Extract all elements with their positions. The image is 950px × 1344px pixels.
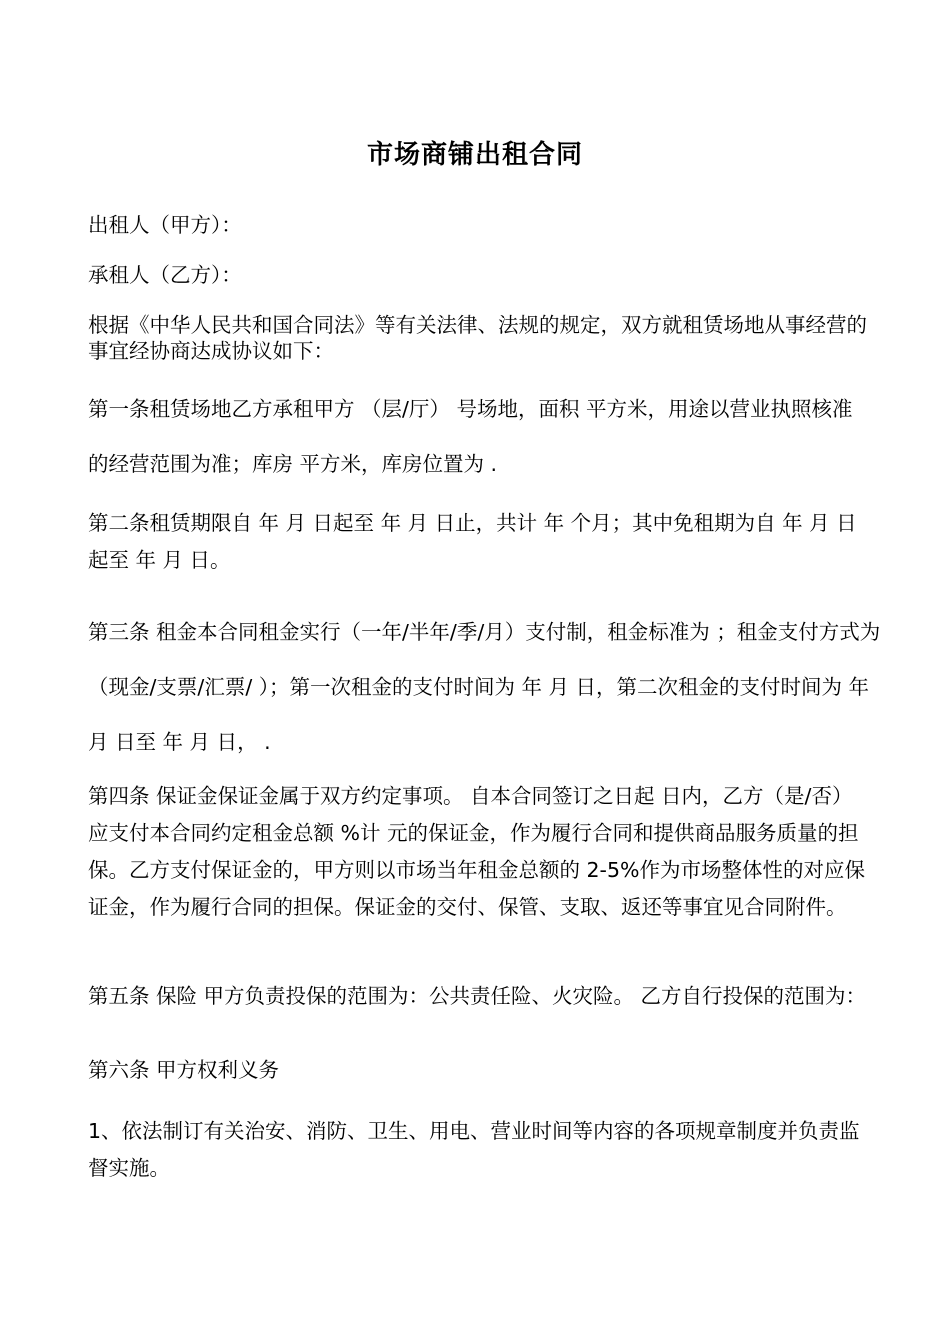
preamble-paragraph: 根据《中华人民共和国合同法》等有关法律、法规的规定，双方就租赁场地从事经营的事宜经协商达成协议如下： bbox=[88, 313, 867, 363]
article-2-paragraph: 第二条租赁期限自 年 月 日起至 年 月 日止，共计 年 个月；其中免租期为自 年 月 日起至 年 月 日。 bbox=[88, 511, 857, 572]
article-5-paragraph: 第五条 保险 甲方负责投保的范围为：公共责任险、火灾险。 乙方自行投保的范围为： bbox=[88, 984, 867, 1008]
party-a-line: 出租人（甲方）： bbox=[88, 213, 242, 237]
article-1-paragraph: 第一条租赁场地乙方承租甲方 （层/厅） 号场地，面积 平方米，用途以营业执照核准的经营范围为准；库房 平方米，库房位置为 . bbox=[88, 397, 853, 476]
article-6-heading: 第六条 甲方权利义务 bbox=[88, 1058, 280, 1082]
party-b-line: 承租人（乙方）： bbox=[88, 263, 242, 287]
article-3-paragraph: 第三条 租金本合同租金实行（一年/半年/季/月）支付制，租金标准为 ；租金支付方式为（现金/支票/汇票/ ）；第一次租金的支付时间为 年 月 日，第二次租金的支付时间为 年 月 日至 年 月 日， . bbox=[88, 620, 881, 754]
article-6-item-1: 1、依法制订有关治安、消防、卫生、用电、营业时间等内容的各项规章制度并负责监督实施。 bbox=[88, 1119, 860, 1180]
document-title: 市场商铺出租合同 bbox=[366, 140, 583, 171]
article-4-paragraph: 第四条 保证金保证金属于双方约定事项。 自本合同签订之日起 日内，乙方（是/否）应支付本合同约定租金总额 %计 元的保证金，作为履行合同和提供商品服务质量的担保。乙方支付保证金的，甲方则以市场当年租金总额的 2-5%作为市场整体性的对应保证金，作为履行合同的担保。保证金的交付、保管、支取、返还等事宜见合同附件。 bbox=[88, 784, 865, 919]
